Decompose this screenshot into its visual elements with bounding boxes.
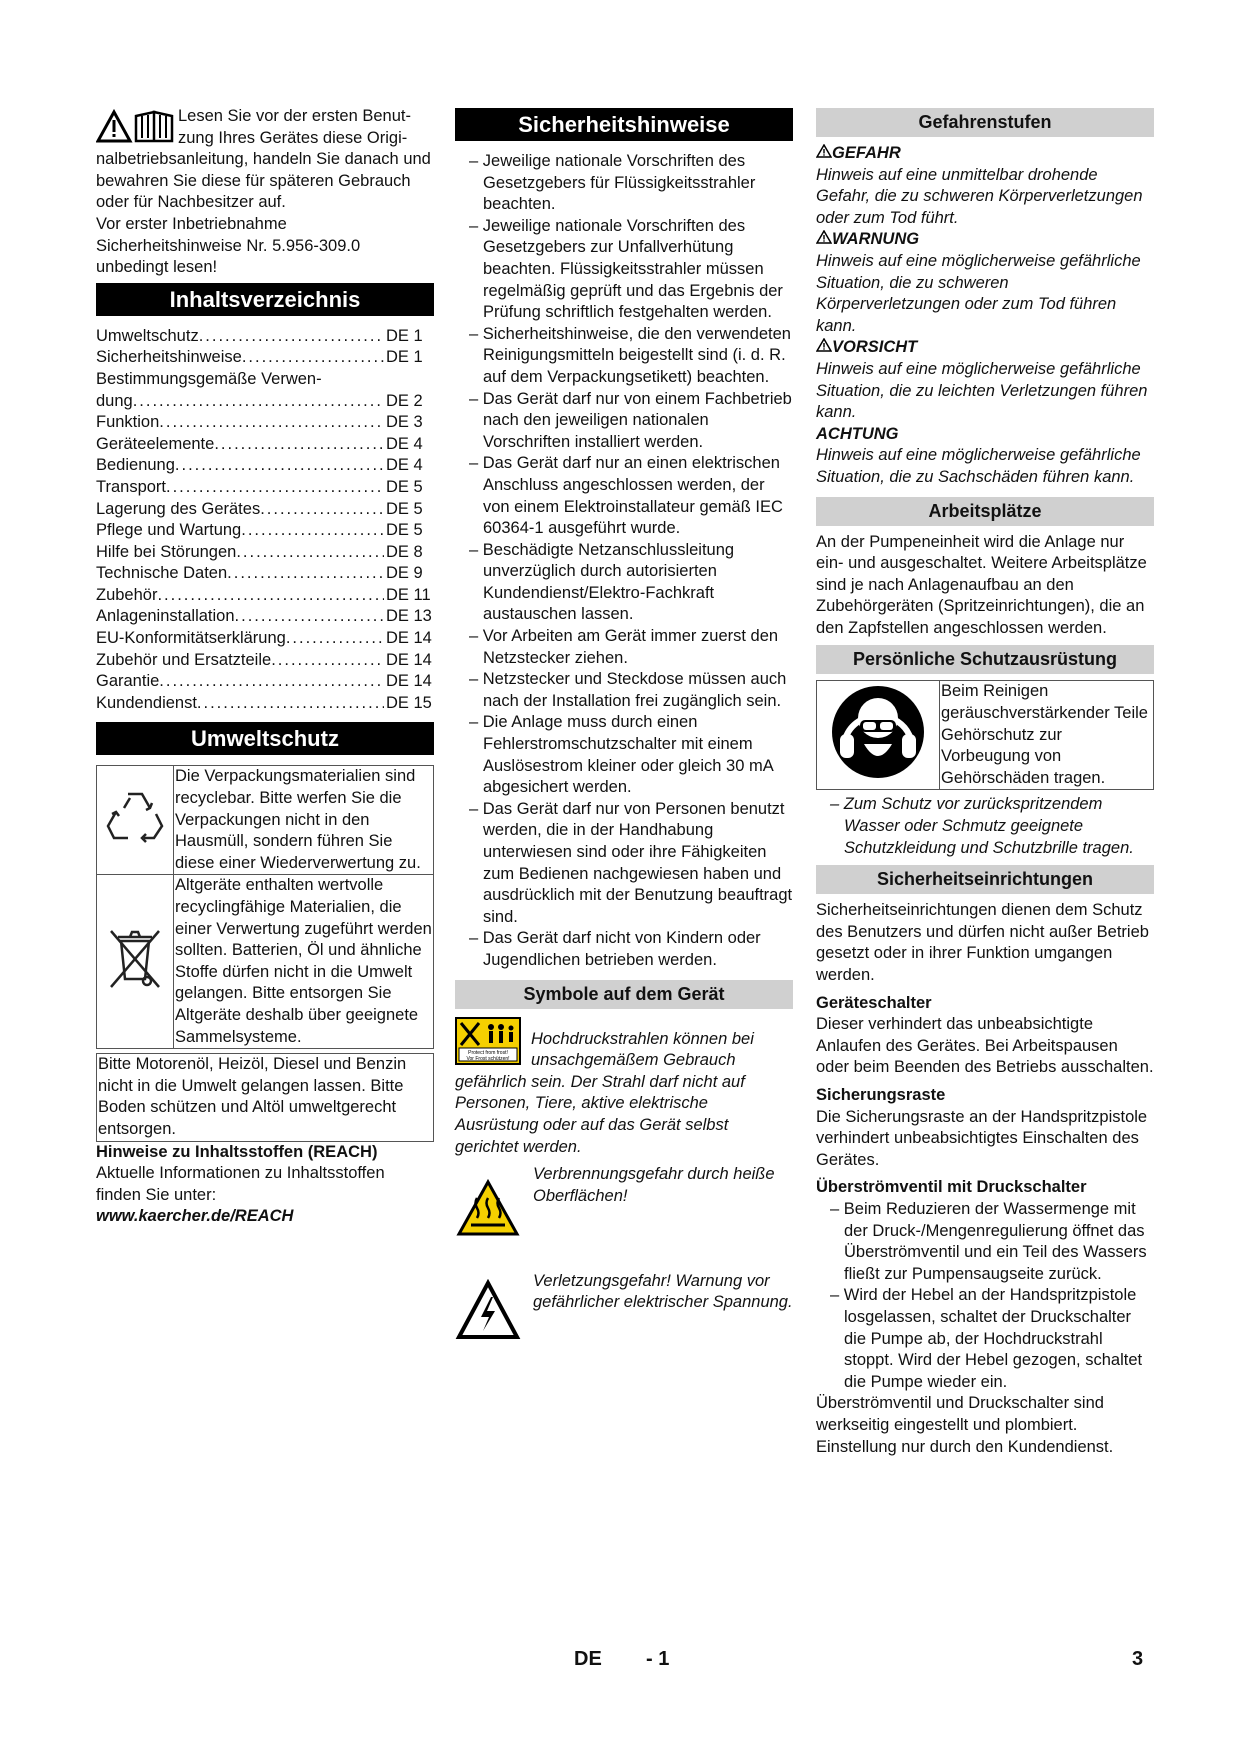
danger-level-label: ACHTUNG xyxy=(816,424,899,443)
weee-icon-cell xyxy=(97,875,174,1049)
reach-text: Aktuelle Informationen zu Inhaltsstoffen finden Sie unter: xyxy=(96,1164,385,1204)
symbol-voltage-text: Verletzungsgefahr! Warnung vor gefährlicher elektrischer Spannung. xyxy=(533,1271,793,1312)
safety-item: – Das Gerät darf nur an einen elektrischen Anschluss angeschlossen werden, der von einem Elektroinstallateur gemäß IEC 60364-1 ausgeführt wurde. xyxy=(455,453,793,539)
toc-leader-dots xyxy=(241,520,384,542)
recycle-icon xyxy=(102,784,168,850)
toc-entry-page: DE 5 xyxy=(386,521,423,540)
toc-entry[interactable] xyxy=(96,477,434,499)
catch-title: Sicherungsraste xyxy=(816,1086,946,1104)
switch-text: Dieser verhindert das unbeabsichtigte Anlaufen des Gerätes. Bei Arbeitspausen oder beim Beenden des Betriebs ausschalten. xyxy=(816,1015,1154,1077)
toc-entry-label: Pflege und Wartung xyxy=(96,521,242,540)
symbol-hot-text: Verbrennungsgefahr durch heiße Oberflächen! xyxy=(533,1165,775,1205)
toc-entry[interactable] xyxy=(96,434,434,456)
toc-entry-page: DE 14 xyxy=(386,672,432,691)
danger-levels xyxy=(816,143,1154,489)
toc-leader-dots xyxy=(286,628,384,650)
hearing-eye-protection-icon xyxy=(830,684,926,780)
toc-leader-dots xyxy=(166,477,384,499)
switch-title: Geräteschalter xyxy=(816,993,932,1012)
safety-item: – Jeweilige nationale Vorschriften des Gesetzgebers für Flüssigkeitsstrahler beachten. xyxy=(455,151,793,216)
toc-entry-label: Kundendienst xyxy=(96,693,197,712)
safety-item: – Sicherheitshinweise, die den verwendeten Reinigungsmitteln beigestellt sind (i. d. R. auf dem Verpackungsetikett) beachten. xyxy=(455,324,793,389)
toc-entry-page: DE 14 xyxy=(386,629,432,648)
symbols-title: Symbole auf dem Gerät xyxy=(455,980,793,1009)
danger-level-label: VORSICHT xyxy=(832,338,918,357)
toc-leader-dots xyxy=(159,412,384,434)
ppe-item: – Zum Schutz vor zurückspritzendem Wasser oder Schmutz geeignete Schutzkleidung und Schutzbrille tragen. xyxy=(816,794,1154,859)
toc-entry-page: DE 11 xyxy=(386,585,431,604)
toc-entry[interactable] xyxy=(96,391,434,413)
recycle-icon-cell xyxy=(97,766,174,875)
toc-entry-page: DE 1 xyxy=(386,326,423,345)
toc-entry[interactable] xyxy=(96,499,434,521)
toc-entry[interactable] xyxy=(96,542,434,564)
safety-item: – Vor Arbeiten am Gerät immer zuerst den Netzstecker ziehen. xyxy=(455,626,793,669)
toc-entry[interactable] xyxy=(96,455,434,477)
footer-page-code: - 1 xyxy=(646,1648,670,1670)
toc-entry[interactable] xyxy=(96,606,434,628)
workplaces-title: Arbeitsplätze xyxy=(816,497,1154,526)
toc-entry[interactable] xyxy=(96,412,434,434)
reach-title: Hinweise zu Inhaltsstoffen (REACH) xyxy=(96,1142,378,1161)
warning-triangle-icon xyxy=(816,338,832,352)
toc-entry-page: DE 4 xyxy=(386,434,423,453)
safety-devices-title: Sicherheitseinrichtungen xyxy=(816,865,1154,894)
toc-entry-page: DE 2 xyxy=(386,391,423,410)
toc-entry[interactable] xyxy=(96,693,434,715)
warning-manual-icon xyxy=(96,108,174,144)
toc-entry-page: DE 4 xyxy=(386,456,423,475)
toc-leader-dots xyxy=(271,650,384,672)
toc-entry[interactable] xyxy=(96,585,434,607)
catch-text: Die Sicherungsraste an der Handspritzpistole verhindert unbeabsichtigtes Einschalten des Gerätes. xyxy=(816,1107,1148,1169)
danger-level-text: Hinweis auf eine möglicherweise gefährliche Situation, die zu schweren Körperverletzungen oder zum Tod führen kann. xyxy=(816,251,1141,335)
column-3 xyxy=(816,106,1154,1458)
danger-level-head xyxy=(816,143,1154,165)
symbol-hot xyxy=(455,1164,793,1245)
toc-entry-page: DE 3 xyxy=(386,413,423,432)
toc-leader-dots xyxy=(227,563,384,585)
ppe-box-text: Beim Reinigen geräuschverstärkender Teile Gehörschutz zur Vorbeugung von Gehörschäden tragen. xyxy=(940,681,1154,790)
intro-warning: Vor erster Inbetriebnahme Sicherheitshinweise Nr. 5.956-309.0 unbedingt lesen! xyxy=(96,214,361,277)
toc-entry[interactable] xyxy=(96,520,434,542)
toc-entry-label: Sicherheitshinweise xyxy=(96,348,242,367)
toc-entry-page: DE 1 xyxy=(386,348,423,367)
danger-level-label: GEFAHR xyxy=(832,144,901,162)
danger-level-head xyxy=(816,424,1154,446)
ppe-icon-cell xyxy=(817,681,940,790)
workplaces-text: An der Pumpeneinheit wird die Anlage nur ein- und ausgeschaltet. Weitere Arbeitsplätze sind je nach Anlagenaufbau an den Zubehörgeräten (Spritzeinrichtungen), die an den Zapfstellen angeschlossen werden. xyxy=(816,532,1147,637)
symbol-label-line-2: Vor Frost schützen! xyxy=(466,1055,510,1062)
safety-item: – Das Gerät darf nur von einem Fachbetrieb nach den jeweiligen nationalen Vorschriften installiert werden. xyxy=(455,389,793,454)
toc-entry-label: Zubehör und Ersatzteile xyxy=(96,650,272,669)
env-table xyxy=(96,765,434,1049)
symbol-hp xyxy=(455,1017,793,1159)
toc-entry[interactable] xyxy=(96,671,434,693)
danger-level-head xyxy=(816,337,1154,359)
toc-entry[interactable] xyxy=(96,369,434,391)
toc-entry-page: DE 15 xyxy=(386,693,432,712)
safety-item: – Das Gerät darf nicht von Kindern oder Jugendlichen betrieben werden. xyxy=(455,928,793,971)
toc-entry-label: EU-Konformitätserklärung xyxy=(96,629,286,648)
high-pressure-warning-icon xyxy=(455,1017,521,1065)
safety-list xyxy=(455,151,793,972)
valve-title: Überströmventil mit Druckschalter xyxy=(816,1178,1087,1197)
toc-leader-dots xyxy=(235,606,384,628)
toc-entry[interactable] xyxy=(96,563,434,585)
danger-level-label: WARNUNG xyxy=(832,230,920,249)
electric-voltage-icon xyxy=(455,1279,521,1341)
intro-text: nalbetriebsanleitung, handeln Sie danach und bewahren Sie diese für späteren Gebrauch oder für Nachbesitzer auf. xyxy=(96,150,431,212)
valve-text: Überströmventil und Druckschalter sind werkseitig eingestellt und plombiert. Einstellung nur durch den Kundendienst. xyxy=(816,1394,1114,1456)
safety-item: – Beschädigte Netzanschlussleitung unverzüglich durch autorisierten Kundendienst/Elektro-Fachkraft austauschen lassen. xyxy=(455,540,793,626)
hot-surface-icon xyxy=(455,1178,521,1238)
intro xyxy=(96,106,434,279)
toc-entry[interactable] xyxy=(96,326,434,348)
valve-item: – Beim Reduzieren der Wassermenge mit der Druck-/Mengenregulierung öffnet das Überströmventil und ein Teil des Wassers fließt zur Pumpensaugseite zurück. xyxy=(816,1199,1154,1285)
toc-entry[interactable] xyxy=(96,347,434,369)
symbol-voltage xyxy=(455,1271,793,1348)
intro-line-2: zung Ihres Gerätes diese Origi- xyxy=(178,128,408,147)
toc-leader-dots xyxy=(260,499,384,521)
footer-page-number: 3 xyxy=(1132,1648,1144,1670)
toc-leader-dots xyxy=(133,391,384,413)
footer-lang: DE xyxy=(574,1648,602,1670)
toc-entry-label: Funktion xyxy=(96,413,160,432)
toc-entry-label: Transport xyxy=(96,477,166,496)
toc-entry-label: Umweltschutz xyxy=(96,326,199,345)
danger-levels-title: Gefahrenstufen xyxy=(816,108,1154,137)
safety-item: – Netzstecker und Steckdose müssen auch nach der Installation frei zugänglich sein. xyxy=(455,669,793,712)
warning-triangle-icon xyxy=(816,144,832,158)
toc-leader-dots xyxy=(242,347,384,369)
toc-entry-label: Bestimmungsgemäße Verwen- xyxy=(96,369,322,388)
safety-item: – Die Anlage muss durch einen Fehlerstromschutzschalter mit einem Auslösestrom kleiner oder gleich 30 mA abgesichert werden. xyxy=(455,712,793,798)
danger-level-text: Hinweis auf eine möglicherweise gefährliche Situation, die zu Sachschäden führen kann. xyxy=(816,446,1141,486)
toc-entry-label: dung xyxy=(96,391,133,410)
env-recycle-text: Die Verpackungsmaterialien sind recyclebar. Bitte werfen Sie die Verpackungen nicht in den Hausmüll, sondern führen Sie diese einer Wiederverwertung zu. xyxy=(174,766,434,875)
toc-entry-page: DE 5 xyxy=(386,477,423,496)
safety-devices-text: Sicherheitseinrichtungen dienen dem Schutz des Benutzers und dürfen nicht außer Betrieb gesetzt oder in ihrer Funktion umgangen werden. xyxy=(816,901,1149,985)
column-2 xyxy=(455,106,793,1347)
toc-leader-dots xyxy=(199,326,384,348)
safety-title: Sicherheitshinweise xyxy=(455,108,793,141)
intro-line-1: Lesen Sie vor der ersten Benut- xyxy=(178,107,411,125)
column-1 xyxy=(96,106,434,1228)
env-weee-text: Altgeräte enthalten wertvolle recyclingfähige Materialien, die einer Verwertung zugeführt werden sollten. Batterien, Öl und ähnliche Stoffe dürfen nicht in die Umwelt gelangen. Bitte entsorgen Sie Altgeräte deshalb über geeignete Sammelsysteme. xyxy=(174,875,434,1049)
toc-entry-label: Technische Daten xyxy=(96,564,228,583)
env-title: Umweltschutz xyxy=(96,722,434,755)
toc-entry-label: Lagerung des Gerätes xyxy=(96,499,261,518)
danger-level-text: Hinweis auf eine unmittelbar drohende Gefahr, die zu schweren Körperverletzungen oder zum Tod führt. xyxy=(816,165,1143,227)
toc-leader-dots xyxy=(175,455,384,477)
toc-entry-page: DE 8 xyxy=(386,542,423,561)
symbol-hp-text: Hochdruckstrahlen können bei unsachgemäßem Gebrauch gefährlich sein. Der Strahl darf nicht auf Personen, Tiere, aktive elektrische Ausrüstung oder auf das Gerät selbst gerichtet werden. xyxy=(455,1029,754,1156)
safety-item: – Jeweilige nationale Vorschriften des Gesetzgebers zur Unfallverhütung beachten. Flüssigkeitsstrahler müssen regelmäßig geprüft und das Ergebnis der Prüfung schriftlich festgehalten werden. xyxy=(455,216,793,324)
toc-entry-page: DE 13 xyxy=(386,607,432,626)
valve-item: – Wird der Hebel an der Handspritzpistole losgelassen, schaltet der Druckschalter die Pumpe ab, der Hochdruckstrahl stoppt. Wird der Hebel gezogen, schaltet die Pumpe wieder ein. xyxy=(816,1285,1154,1393)
danger-level-text: Hinweis auf eine möglicherweise gefährliche Situation, die zu leichten Verletzungen führen kann. xyxy=(816,359,1148,422)
toc-entry[interactable] xyxy=(96,650,434,672)
safety-item: – Das Gerät darf nur von Personen benutzt werden, die in der Handhabung unterwiesen sind oder ihre Fähigkeiten zum Bedienen nachgewiesen haben und ausdrücklich mit der Benutzung beauftragt sind. xyxy=(455,799,793,929)
warning-triangle-icon xyxy=(816,230,832,244)
toc-entry-label: Garantie xyxy=(96,672,160,691)
ppe-title: Persönliche Schutzausrüstung xyxy=(816,645,1154,674)
reach-link[interactable]: www.kaercher.de/REACH xyxy=(96,1207,294,1226)
toc-title: Inhaltsverzeichnis xyxy=(96,283,434,316)
ppe-table xyxy=(816,680,1154,790)
toc-leader-dots xyxy=(197,693,384,715)
symbol-label-line-1: Protect from frost! xyxy=(468,1049,508,1056)
toc-leader-dots xyxy=(236,542,384,564)
toc-entry-page: DE 9 xyxy=(386,564,423,583)
toc-entry-label: Hilfe bei Störungen xyxy=(96,542,237,561)
toc-entry-label: Zubehör xyxy=(96,585,158,604)
toc-leader-dots xyxy=(214,434,384,456)
toc-entry-page: DE 14 xyxy=(386,650,432,669)
danger-level-head xyxy=(816,229,1154,251)
toc-entry[interactable] xyxy=(96,628,434,650)
crossed-bin-icon xyxy=(105,923,165,993)
toc-leader-dots xyxy=(157,585,384,607)
toc-entry-label: Bedienung xyxy=(96,456,175,475)
toc-leader-dots xyxy=(159,671,384,693)
toc-entry-page: DE 5 xyxy=(386,499,423,518)
toc-entry-label: Geräteelemente xyxy=(96,434,215,453)
env-oil-box: Bitte Motorenöl, Heizöl, Diesel und Benzin nicht in die Umwelt gelangen lassen. Bitte Boden schützen und Altöl umweltgerecht entsorgen. xyxy=(96,1053,434,1141)
toc-entry-label: Anlageninstallation xyxy=(96,607,235,626)
table-of-contents xyxy=(96,326,434,715)
valve-list xyxy=(816,1199,1154,1393)
